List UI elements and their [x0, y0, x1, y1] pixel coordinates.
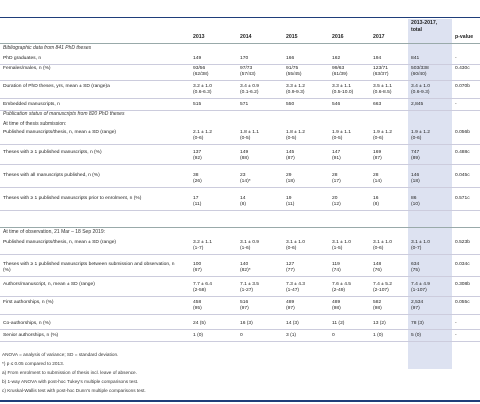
section-subtitle: At time of observation, 21 Mar – 18 Sep 2019: [3, 229, 106, 235]
table-cell: 16 (8) [373, 196, 379, 207]
column-header: 2015 [286, 34, 298, 40]
table-cell: 663 [373, 102, 382, 107]
row-rule [0, 164, 480, 165]
row-label: Females/males, n (%) [3, 66, 51, 71]
table-cell: 3.4 ± 1.0 (0.6-9.3) [411, 84, 430, 95]
table-cell: 1 (0) [373, 333, 384, 338]
row-rule [0, 144, 480, 145]
column-header: p-value [455, 34, 474, 40]
table-cell: 1.9 ± 1.2 (0-6) [411, 130, 430, 141]
row-label: First authorships, n (%) [3, 300, 54, 305]
table-cell: 0.070b [455, 84, 470, 89]
table-cell: 0.034c [455, 262, 470, 267]
table-cell: 582 (98) [373, 300, 382, 311]
row-label: Theses with ≥ 1 published manuscripts prior to enrolment, n (%) [3, 196, 142, 201]
section-rule [0, 227, 480, 228]
column-header: 2017 [373, 34, 385, 40]
table-cell: 5 (0) [411, 333, 422, 338]
row-label: Theses with ≥ 1 published manuscripts, n (%) [3, 150, 102, 155]
table-cell: 19 (11) [286, 196, 295, 207]
table-cell: 0 [332, 333, 335, 338]
table-cell: 194 [373, 56, 382, 61]
table-cell: 137 (92) [193, 150, 202, 161]
footnote: *) p ≤ 0.05 compared to 2013. [2, 361, 64, 366]
table-cell: 1 (0) [193, 333, 204, 338]
footnote: b) 1-way ANOVA with post-hoc Tukey's multiple comparisons test. [2, 379, 139, 384]
table-cell: 7.4 ± 4.9 (1-107) [411, 282, 430, 293]
table-cell: 1.9 ± 1.1 (0-5) [332, 130, 351, 141]
table-title-bar [0, 0, 480, 18]
table-cell: 29 (18) [286, 173, 295, 184]
row-label: Theses with all manuscripts published, n (%) [3, 173, 100, 178]
table-cell: 99/63 (61/39) [332, 66, 348, 77]
table-cell: 166 [286, 56, 295, 61]
table-cell: 149 [193, 56, 202, 61]
table-cell: 14 (8) [240, 196, 246, 207]
table-cell: 146 (18) [411, 173, 420, 184]
row-rule [0, 254, 480, 255]
table-cell: 0.430c [455, 66, 470, 71]
row-label: Authors/manuscript, n, mean ± SD (range) [3, 282, 95, 287]
row-rule [0, 314, 480, 315]
row-label: Published manuscripts/thesis, n, mean ± SD (range) [3, 240, 117, 245]
table-cell: 3.1 ± 1.0 (0-6) [373, 240, 392, 251]
table-cell: 503/338 (60/40) [411, 66, 429, 77]
table-cell: 546 [332, 102, 341, 107]
table-bottom-rule [0, 400, 480, 402]
table-cell: 28 (14) [373, 173, 382, 184]
header-rule [0, 43, 480, 44]
table-cell: - [455, 102, 457, 107]
table-cell: 634 (75) [411, 262, 420, 273]
table-cell: 145 (87) [286, 150, 295, 161]
table-cell: 147 (91) [332, 150, 341, 161]
table-cell: 140 (82)* [240, 262, 251, 273]
table-cell: 489 (98) [332, 300, 341, 311]
row-label: Senior authorships, n (%) [3, 333, 59, 338]
table-cell: 38 (26) [193, 173, 202, 184]
column-header: 2016 [332, 34, 344, 40]
section-title: Publication status of manuscripts from 820 PhD theses [3, 111, 125, 117]
table-cell: 148 (76) [373, 262, 382, 273]
row-rule [0, 80, 480, 81]
table-cell: 3 (1) [286, 333, 297, 338]
table-cell: 0.055c [455, 300, 470, 305]
table-cell: 169 (87) [373, 150, 382, 161]
table-cell: 14 (3) [286, 321, 299, 326]
table-cell: 3.3 ± 1.2 (0.9-9.3) [286, 84, 305, 95]
table-cell: 3.2 ± 1.0 (0.6-6.3) [193, 84, 212, 95]
table-cell: 3.1 ± 1.0 (0-6) [286, 240, 305, 251]
table-cell: 3.2 ± 1.1 (1-7) [193, 240, 212, 251]
table-cell: 7.7 ± 6.4 (2-58) [193, 282, 212, 293]
table-cell: 123/71 (63/37) [373, 66, 389, 77]
table-cell: 119 (74) [332, 262, 341, 273]
row-rule [0, 296, 480, 297]
table-cell: 149 (88) [240, 150, 249, 161]
table-cell: - [455, 333, 457, 338]
table-cell: 550 [286, 102, 295, 107]
table-cell: 11 (2) [332, 321, 345, 326]
column-header: 2013 [193, 34, 205, 40]
table-cell: 100 (67) [193, 262, 202, 273]
row-rule [0, 98, 480, 99]
table-cell: 841 [411, 56, 420, 61]
table-cell: 0.308b [455, 282, 470, 287]
row-label: Co-authorships, n (%) [3, 321, 51, 326]
footnote: ANOVA = analysis of variance; SD = standard deviation. [2, 352, 119, 357]
row-label: Embedded manuscripts, n [3, 102, 60, 107]
table-cell: 2.1 ± 1.2 (0-6) [193, 130, 212, 141]
table-cell: 170 [240, 56, 249, 61]
table-cell: 1.9 ± 1.2 (0-6) [373, 130, 392, 141]
row-rule [0, 64, 480, 65]
table-cell: 16 (3) [240, 321, 253, 326]
table-cell: 93/56 (62/38) [193, 66, 209, 77]
row-label: PhD graduates, n [3, 56, 42, 61]
row-rule [0, 210, 480, 211]
section-subtitle: At time of thesis submission: [3, 121, 67, 127]
row-rule [0, 329, 480, 330]
table-cell: 17 (11) [193, 196, 202, 207]
table-cell: 747 (89) [411, 150, 420, 161]
table-cell: 78 (3) [411, 321, 424, 326]
row-label: Published manuscripts/thesis, n, mean ± SD (range) [3, 130, 117, 135]
table-cell: 97/73 (57/43) [240, 66, 256, 77]
table-cell: 23 (14)* [240, 173, 251, 184]
table-cell: 0.523b [455, 240, 470, 245]
table-cell: 86 (10) [411, 196, 420, 207]
table-cell: 3.1 ± 0.9 (1-6) [240, 240, 259, 251]
table-cell: 0 [240, 333, 243, 338]
table-cell: 0.045c [455, 173, 470, 178]
table-cell: 1.8 ± 1.1 (0-5) [240, 130, 259, 141]
table-cell: 515 [193, 102, 202, 107]
section-title: Bibliographic data from 841 PhD theses [3, 45, 92, 51]
table-cell: 7.1 ± 3.5 (1-27) [240, 282, 259, 293]
table-cell: 3.3 ± 1.1 (0.5-10.0) [332, 84, 354, 95]
table-cell: 127 (77) [286, 262, 295, 273]
row-rule [0, 187, 480, 188]
table-cell: 3.1 ± 1.0 (0-7) [411, 240, 430, 251]
table-cell: 20 (12) [332, 196, 341, 207]
row-label: Duration of PhD theses, yrs, mean ± SD (range)a [3, 84, 110, 89]
footnote: a) From enrolment to submission of thesis incl. leave of absence. [2, 370, 137, 375]
table-cell: 2,534 (97) [411, 300, 424, 311]
table-cell: 13 (2) [373, 321, 386, 326]
table-cell: 7.3 ± 4.3 (1-47) [286, 282, 305, 293]
row-label: Theses with ≥ 1 published manuscripts between submission and observation, n (%) [3, 262, 175, 273]
row-rule [0, 276, 480, 277]
table-cell: 7.6 ± 4.5 (2-49) [332, 282, 351, 293]
table-cell: 2,845 [411, 102, 424, 107]
table-cell: 91/75 (55/45) [286, 66, 302, 77]
table-cell: 1.8 ± 1.2 (0-5) [286, 130, 305, 141]
table-cell: 489 (97) [286, 300, 295, 311]
table-cell: - [455, 321, 457, 326]
row-rule [0, 341, 480, 342]
table-cell: 0.488c [455, 150, 470, 155]
table-cell: 0.571c [455, 196, 470, 201]
table-cell: 162 [332, 56, 341, 61]
table-cell: 3.1 ± 1.0 (1-5) [332, 240, 351, 251]
column-header: 2014 [240, 34, 252, 40]
column-header: 2013-2017, total [411, 20, 438, 33]
table-cell: 28 (17) [332, 173, 341, 184]
footnote: c) Kruskal-Wallis test with post-hoc Dunn's multiple comparisons test. [2, 388, 146, 393]
table-cell: 516 (97) [240, 300, 249, 311]
table-cell: 571 [240, 102, 249, 107]
table-cell: 3.4 ± 0.9 (0.1-6.2) [240, 84, 259, 95]
table-cell: 24 (5) [193, 321, 206, 326]
table-cell: 3.5 ± 1.1 (0.6-8.5) [373, 84, 392, 95]
table-cell: - [455, 56, 457, 61]
table-cell: 458 (95) [193, 300, 202, 311]
table-cell: 7.4 ± 5.2 (2-107) [373, 282, 392, 293]
table-cell: 0.056b [455, 130, 470, 135]
